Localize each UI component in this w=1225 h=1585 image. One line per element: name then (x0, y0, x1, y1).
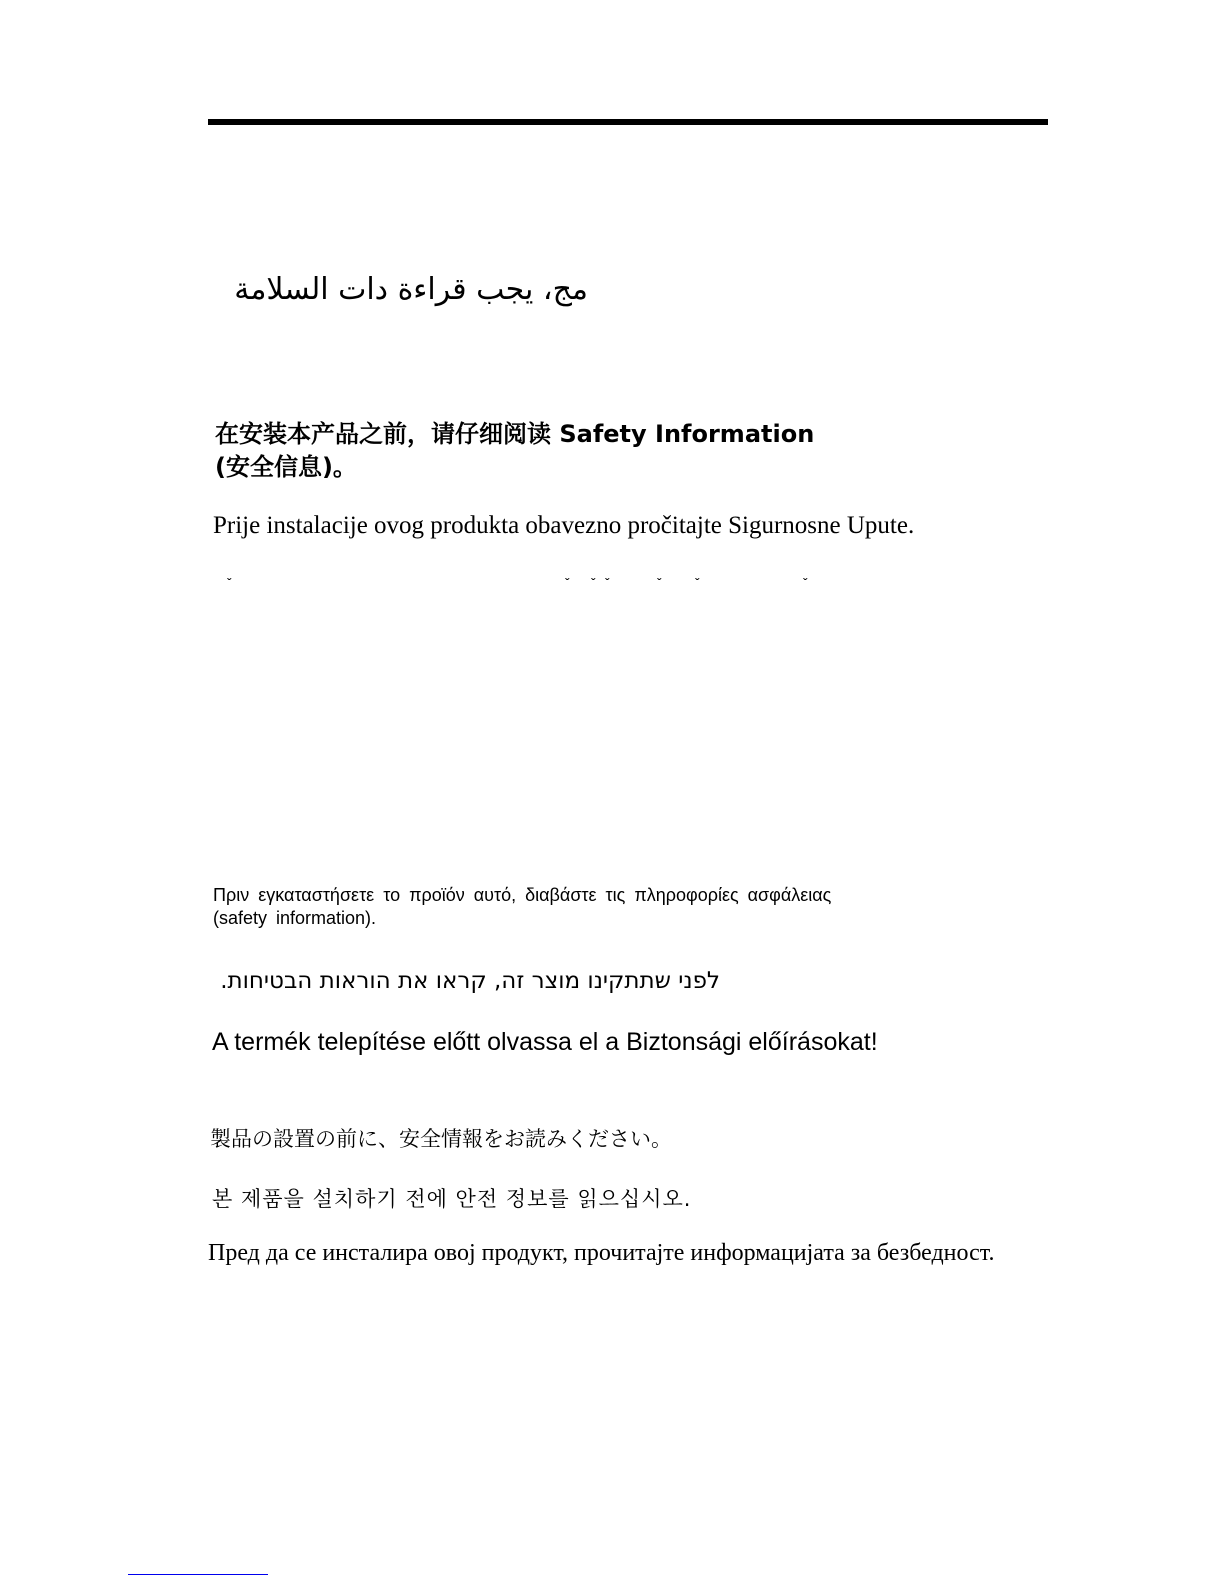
stray-mark: ˇ (803, 575, 808, 591)
notice-japanese: 製品の設置の前に、安全情報をお読みください。 (210, 1127, 672, 1151)
notice-chinese-line1: 在安装本产品之前，请仔细阅读 Safety Information (215, 420, 815, 448)
notice-macedonian: Пред да се инсталира овој продукт, прочитајте информацијата за безбедност. (208, 1240, 995, 1266)
stray-marks (213, 575, 833, 595)
notice-greek (213, 884, 831, 930)
bottom-link-underline (128, 1574, 268, 1575)
stray-mark: ˇ (657, 575, 662, 591)
top-rule (208, 119, 1048, 125)
stray-mark: ˇ (605, 575, 610, 591)
notice-chinese-line2: (安全信息)。 (215, 453, 357, 481)
stray-mark: ˇ (565, 575, 570, 591)
notice-hungarian: A termék telepítése előtt olvassa el a Biztonsági előírásokat! (212, 1028, 878, 1056)
notice-croatian: Prije instalacije ovog produkta obavezno pročitajte Sigurnosne Upute. (213, 512, 915, 539)
stray-mark: ˇ (227, 575, 232, 591)
notice-hebrew: לפני שתתקינו מוצר זה, קראו את הוראות הבטיחות. (220, 968, 720, 994)
notice-korean: 본 제품을 설치하기 전에 안전 정보를 읽으십시오. (212, 1187, 692, 1211)
notice-greek-line2: (safety information). (213, 908, 377, 928)
notice-chinese (215, 418, 814, 484)
notice-arabic: مج، يجب قراءة دات السلامة (234, 272, 588, 307)
stray-mark: ˇ (591, 575, 596, 591)
notice-greek-line1: Πριν εγκαταστήσετε το προϊόν αυτό, διαβάστε τις πληροφορίες ασφάλειας (213, 885, 832, 905)
stray-mark: ˇ (695, 575, 700, 591)
